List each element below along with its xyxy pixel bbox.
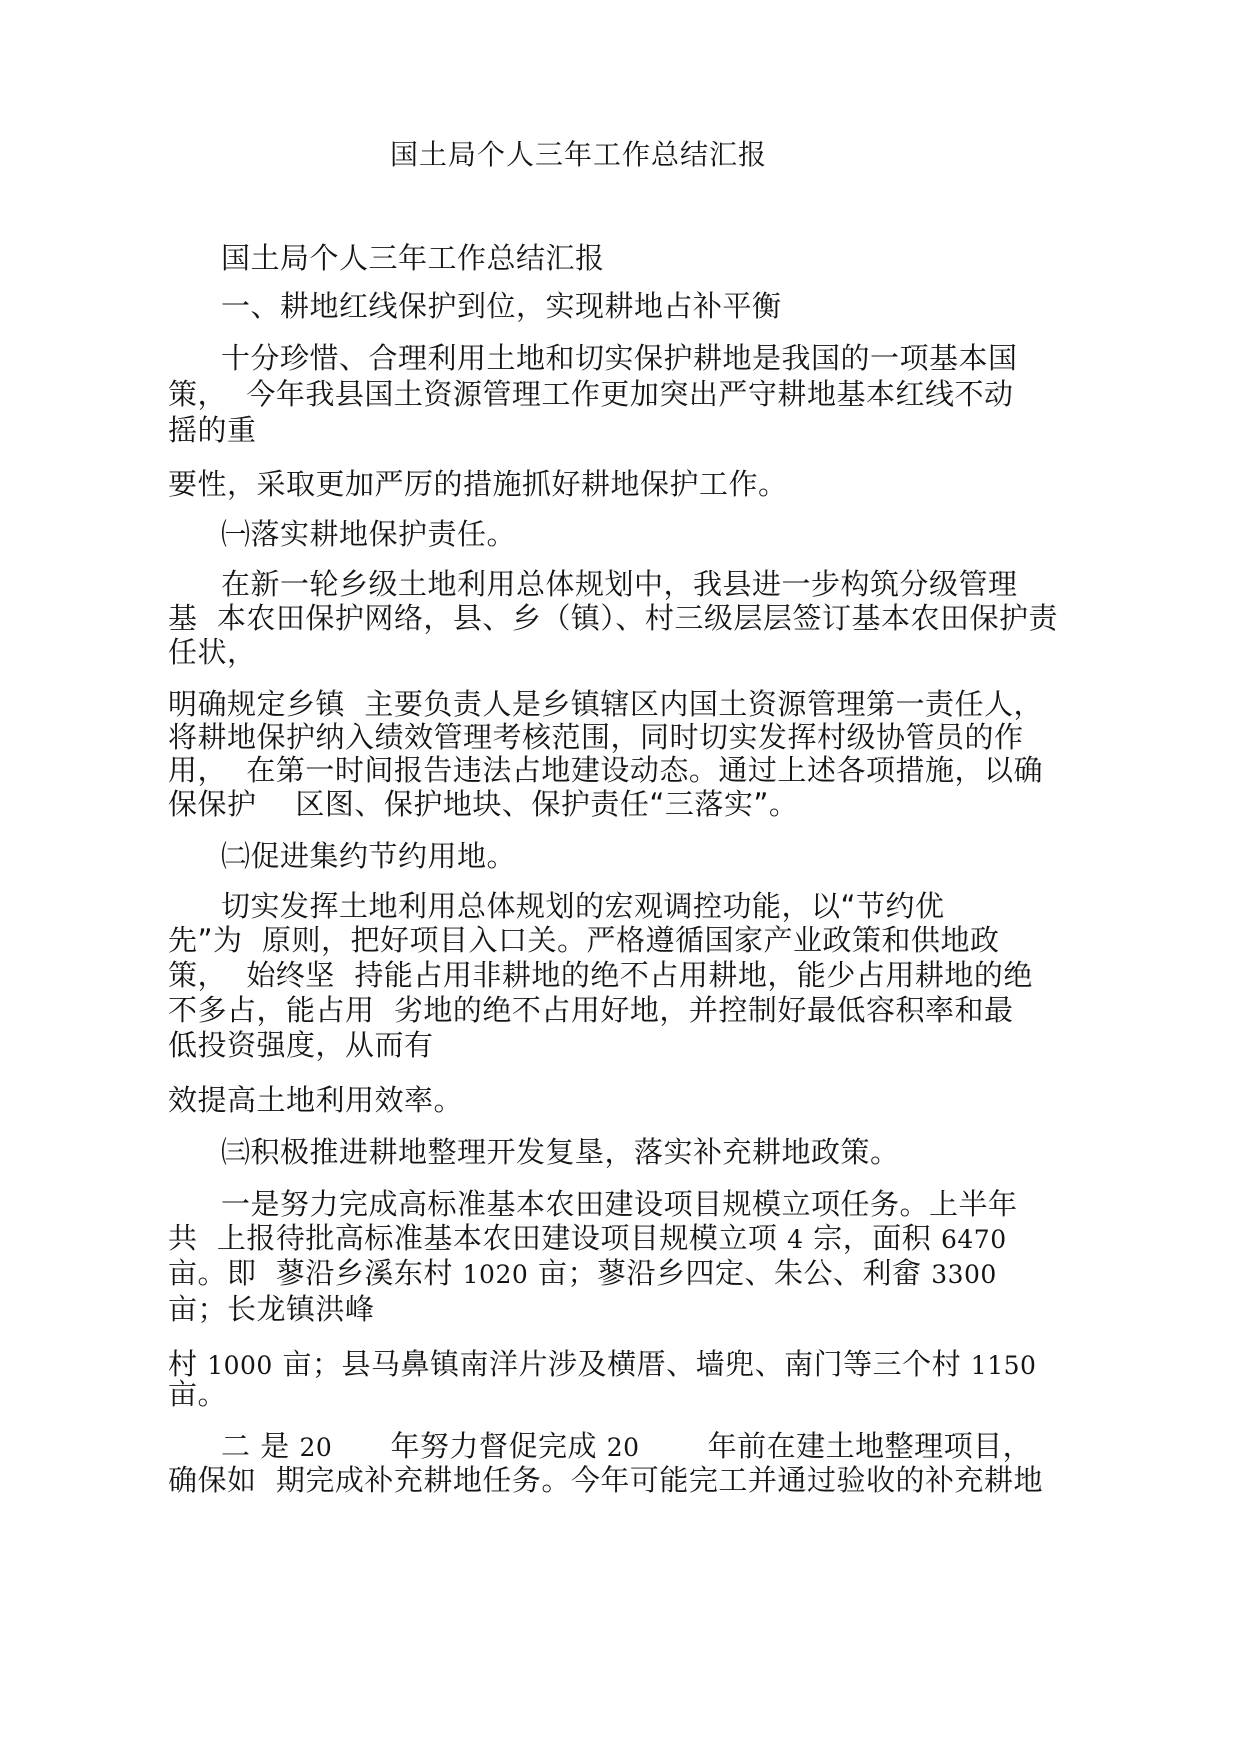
- paragraph-line: 不多占，能占用 劣地的绝不占用好地，并控制好最低容积率和最: [168, 993, 1014, 1027]
- paragraph-line: 保保护 区图、保护地块、保护责任“三落实”。: [168, 787, 799, 821]
- paragraph-line: 策， 始终坚 持能占用非耕地的绝不占用耕地，能少占用耕地的绝: [168, 958, 1033, 992]
- number: 20: [606, 1433, 640, 1462]
- paragraph-line: 效提高土地利用效率。: [168, 1083, 464, 1117]
- paragraph-line: 用， 在第一时间报告违法占地建设动态。通过上述各项措施，以确: [168, 753, 1043, 787]
- paragraph-line: 明确规定乡镇 主要负责人是乡镇辖区内国土资源管理第一责任人，: [168, 687, 1043, 721]
- paragraph-line: 要性，采取更加严厉的措施抓好耕地保护工作。: [168, 467, 788, 501]
- number: 20: [299, 1433, 333, 1462]
- paragraph-line: 将耕地保护纳入绩效管理考核范围，同时切实发挥村级协管员的作: [168, 720, 1024, 754]
- number: 1150: [970, 1351, 1037, 1380]
- paragraph-line: [168, 1255, 997, 1293]
- paragraph-line: 一是努力完成高标准基本农田建设项目规模立项任务。上半年: [221, 1187, 1018, 1221]
- paragraph-line: 在新一轮乡级土地利用总体规划中，我县进一步构筑分级管理: [221, 567, 1018, 601]
- line-text: 村: [168, 1347, 208, 1381]
- line-text: 亩。即 蓼沿乡溪东村: [168, 1256, 463, 1290]
- paragraph-line: [221, 1428, 1032, 1466]
- line-text: 亩；蓼沿乡四定、朱公、利畲: [528, 1256, 932, 1290]
- number: 4: [787, 1225, 804, 1254]
- number: 1000: [207, 1351, 273, 1380]
- paragraph-line: 策， 今年我县国土资源管理工作更加突出严守耕地基本红线不动: [168, 377, 1014, 411]
- paragraph-line: 低投资强度，从而有: [168, 1028, 434, 1062]
- line-text: 年前在建土地整理项目，: [639, 1429, 1033, 1463]
- number: 3300: [931, 1260, 997, 1289]
- subsection-heading-1: ㈠落实耕地保护责任。: [221, 517, 517, 551]
- line-text: 亩；县马鼻镇南洋片涉及横厝、墙兜、南门等三个村: [272, 1347, 971, 1381]
- paragraph-line: 亩；长龙镇洪峰: [168, 1292, 375, 1326]
- paragraph-line: 先”为 原则，把好项目入口关。严格遵循国家产业政策和供地政: [168, 923, 1000, 957]
- paragraph-line: [168, 1346, 1036, 1384]
- number: 6470: [941, 1225, 1007, 1254]
- paragraph-line: 确保如 期完成补充耕地任务。今年可能完工并通过验收的补充耕地: [168, 1463, 1043, 1497]
- paragraph-line: 任状，: [168, 635, 257, 669]
- paragraph-line: 十分珍惜、合理利用土地和切实保护耕地是我国的一项基本国: [221, 341, 1018, 375]
- line-text: 二 是: [221, 1429, 300, 1463]
- line-text: 年努力督促完成: [332, 1429, 607, 1463]
- section-heading-1: 一、耕地红线保护到位，实现耕地占补平衡: [221, 289, 782, 323]
- paragraph-line: 摇的重: [168, 413, 257, 447]
- line-text: 共 上报待批高标准基本农田建设项目规模立项: [168, 1221, 788, 1255]
- subsection-heading-2: ㈡促进集约节约用地。: [221, 839, 517, 873]
- paragraph-line: 切实发挥土地利用总体规划的宏观调控功能，以“节约优: [221, 889, 945, 923]
- number: 1020: [462, 1260, 529, 1289]
- paragraph-line: 基 本农田保护网络，县、乡（镇）、村三级层层签订基本农田保护责: [168, 601, 1058, 635]
- document-heading: 国土局个人三年工作总结汇报: [221, 241, 605, 275]
- line-text: 宗，面积: [803, 1221, 941, 1255]
- paragraph-line: [168, 1220, 1007, 1258]
- document-title: 国土局个人三年工作总结汇报: [390, 138, 768, 171]
- subsection-heading-3: ㈢积极推进耕地整理开发复垦，落实补充耕地政策。: [221, 1135, 900, 1169]
- paragraph-line: 亩。: [168, 1377, 228, 1411]
